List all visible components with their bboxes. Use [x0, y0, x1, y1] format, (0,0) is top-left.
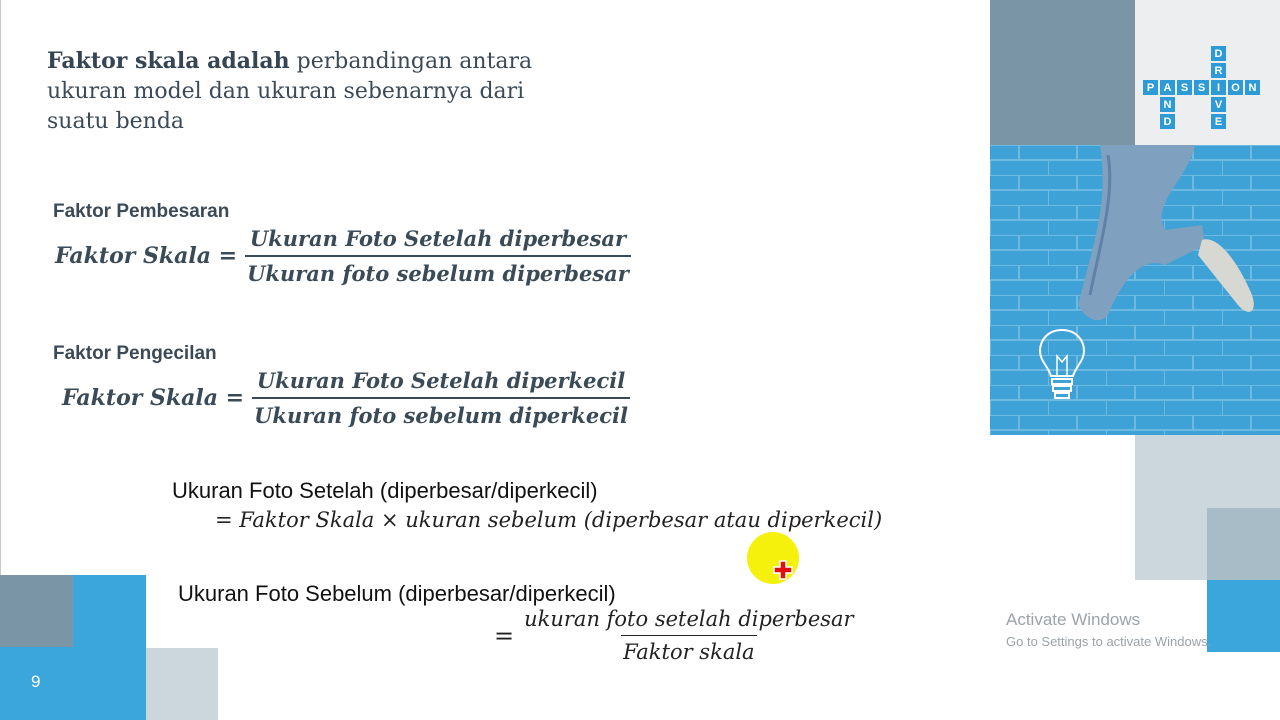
formula-pembesaran — [55, 226, 631, 286]
formula-lhs: Faktor Skala = — [62, 385, 245, 411]
fraction-numerator: Ukuran Foto Setelah diperkecil — [256, 368, 626, 393]
deco-blue-block — [1207, 580, 1280, 652]
heading-pembesaran: Faktor Pembesaran — [53, 201, 230, 222]
deco-gray-block — [1207, 508, 1280, 580]
formula-sebelum — [494, 607, 856, 664]
deco-slate-corner — [0, 575, 73, 647]
svg-text:S: S — [1180, 82, 1189, 94]
brick-wall-graphic — [990, 145, 1280, 435]
intro-line2: ukuran model dan ukuran sebenarnya dari — [47, 79, 525, 104]
equals-sign: = — [494, 621, 515, 650]
fraction — [522, 607, 856, 664]
intro-paragraph — [47, 46, 607, 137]
svg-text:D: D — [1214, 48, 1223, 60]
scrabble-tiles-graphic — [1135, 0, 1280, 145]
cursor-highlight-icon — [747, 532, 803, 588]
svg-text:R: R — [1214, 65, 1223, 77]
scrabble-image — [1135, 0, 1280, 145]
svg-text:V: V — [1214, 99, 1223, 111]
svg-text:O: O — [1231, 82, 1240, 94]
fraction — [252, 368, 630, 428]
formula-pengecilan — [62, 368, 630, 428]
heading-pengecilan: Faktor Pengecilan — [53, 343, 217, 364]
svg-text:I: I — [1216, 82, 1221, 94]
activate-windows-title: Activate Windows — [1006, 610, 1141, 629]
fraction-numerator: Ukuran Foto Setelah diperbesar — [249, 226, 627, 251]
svg-text:A: A — [1163, 82, 1172, 94]
deco-slate-block — [990, 0, 1135, 145]
photo-jumping-person — [990, 145, 1280, 435]
deco-lightgray-corner — [146, 648, 218, 720]
svg-text:E: E — [1214, 116, 1223, 128]
fraction-denominator: Ukuran foto sebelum diperkecil — [252, 397, 630, 428]
activate-windows-link[interactable]: Go to Settings to activate Windows. — [1006, 634, 1212, 649]
formula-lhs: Faktor Skala = — [55, 243, 238, 269]
label-sebelum: Ukuran Foto Sebelum (diperbesar/diperkecil) — [178, 581, 616, 606]
lightbulb-icon — [1036, 326, 1088, 404]
formula-setelah: = Faktor Skala × ukuran sebelum (diperbesar atau diperkecil) — [215, 508, 883, 532]
fraction-numerator: ukuran foto setelah diperbesar — [524, 607, 854, 631]
intro-bold: Faktor skala adalah — [47, 48, 290, 74]
svg-text:N: N — [1163, 99, 1172, 111]
svg-text:D: D — [1163, 116, 1172, 128]
intro-line3: suatu benda — [47, 109, 185, 134]
svg-text:S: S — [1197, 82, 1206, 94]
svg-text:N: N — [1248, 82, 1257, 94]
fraction — [245, 226, 631, 286]
slide-number: 9 — [31, 672, 41, 691]
fraction-denominator: Ukuran foto sebelum diperbesar — [245, 255, 631, 286]
fraction-denominator: Faktor skala — [621, 635, 756, 664]
label-setelah: Ukuran Foto Setelah (diperbesar/diperkecil) — [172, 478, 598, 503]
svg-text:P: P — [1146, 82, 1155, 94]
intro-rest: perbandingan antara — [289, 49, 533, 74]
